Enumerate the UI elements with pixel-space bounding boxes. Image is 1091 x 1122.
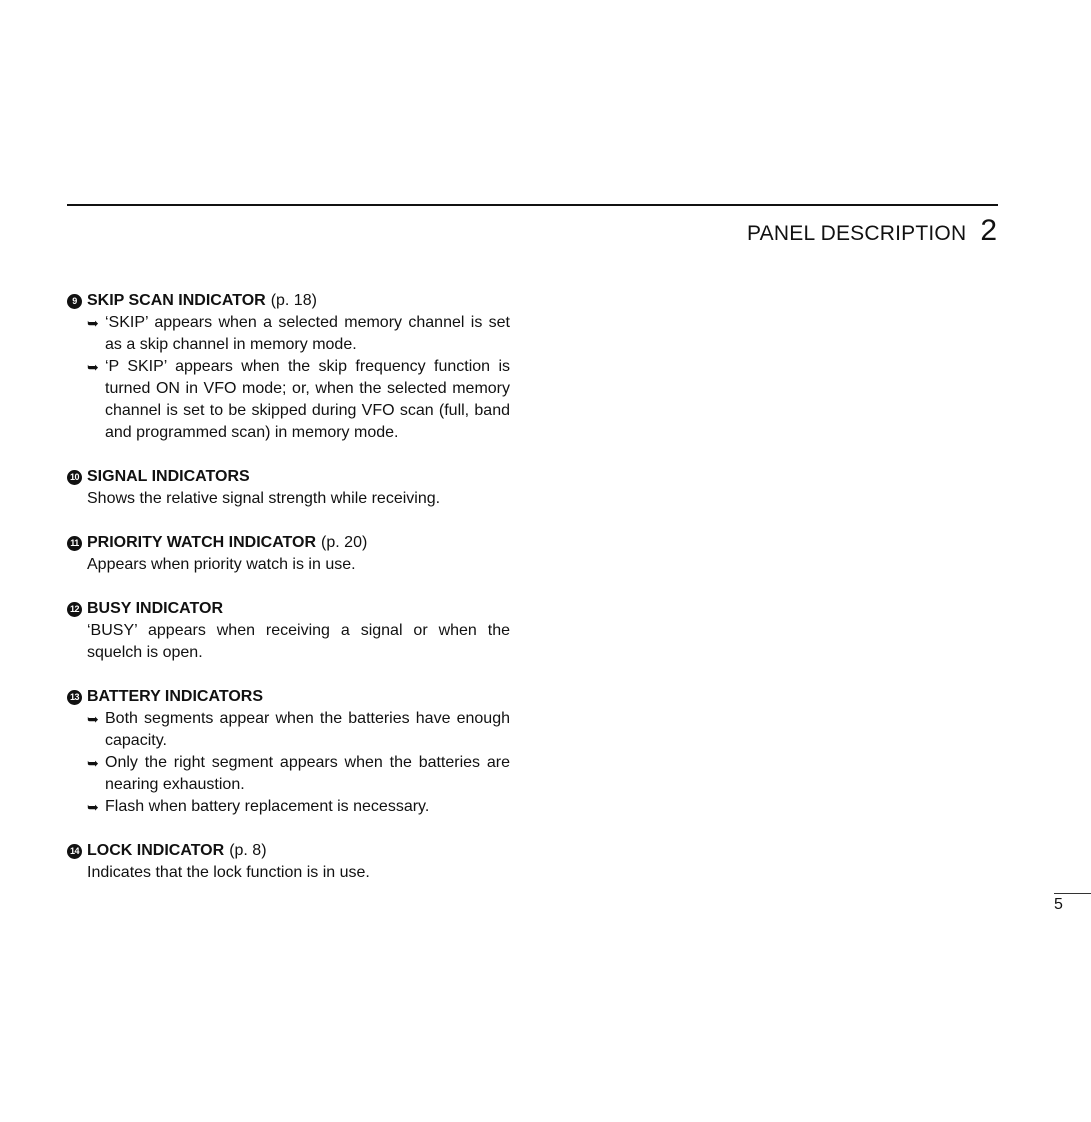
number-badge: 11 [67, 536, 82, 551]
content [67, 290, 510, 906]
arrow-icon: ➥ [87, 359, 99, 375]
number-badge: 13 [67, 690, 82, 705]
arrow-icon: ➥ [87, 799, 99, 815]
section-lock-indicator [67, 840, 510, 884]
number-badge: 12 [67, 602, 82, 617]
number-badge: 10 [67, 470, 82, 485]
arrow-icon: ➥ [87, 711, 99, 727]
section-title: PRIORITY WATCH INDICATOR [87, 534, 317, 551]
page-header [747, 214, 997, 248]
bullet-item: ➥ Only the right segment appears when the batteries are nearing exhaustion. [67, 752, 510, 796]
section-battery-indicators [67, 686, 510, 818]
page-reference: (p. 20) [321, 534, 368, 551]
arrow-icon: ➥ [87, 755, 99, 771]
section-priority-watch-indicator [67, 532, 510, 576]
section-body: Shows the relative signal strength while receiving. [87, 490, 441, 507]
section-body: Appears when priority watch is in use. [87, 556, 356, 573]
page-reference: (p. 8) [229, 842, 267, 859]
bullet-item: ➥ ‘P SKIP’ appears when the skip frequency function is turned ON in VFO mode; or, when the selected memory channel is set to be skipped during VFO scan (full, band and programmed scan) in memory mode. [67, 356, 510, 444]
bullet-item: ➥ Both segments appear when the batteries have enough capacity. [67, 708, 510, 752]
header-rule [67, 204, 998, 206]
page-number: 5 [1054, 896, 1063, 913]
number-badge: 14 [67, 844, 82, 859]
section-body: ‘BUSY’ appears when receiving a signal or when the squelch is open. [87, 622, 510, 661]
section-body: Indicates that the lock function is in use. [87, 864, 370, 881]
section-title: BATTERY INDICATORS [87, 688, 264, 705]
chapter-number: 2 [980, 214, 997, 247]
section-signal-indicators [67, 466, 510, 510]
chapter-title: PANEL DESCRIPTION [747, 222, 967, 245]
section-busy-indicator [67, 598, 510, 664]
bullet-item: ➥ Flash when battery replacement is necessary. [67, 796, 510, 818]
section-title: SKIP SCAN INDICATOR [87, 292, 266, 309]
section-skip-scan-indicator [67, 290, 510, 444]
page-reference: (p. 18) [270, 292, 317, 309]
section-title: BUSY INDICATOR [87, 600, 224, 617]
section-title: LOCK INDICATOR [87, 842, 225, 859]
section-title: SIGNAL INDICATORS [87, 468, 250, 485]
bullet-item: ➥ ‘SKIP’ appears when a selected memory channel is set as a skip channel in memory mode. [67, 312, 510, 356]
number-badge: 9 [67, 294, 82, 309]
page-number-rule [1054, 893, 1091, 894]
arrow-icon: ➥ [87, 315, 99, 331]
